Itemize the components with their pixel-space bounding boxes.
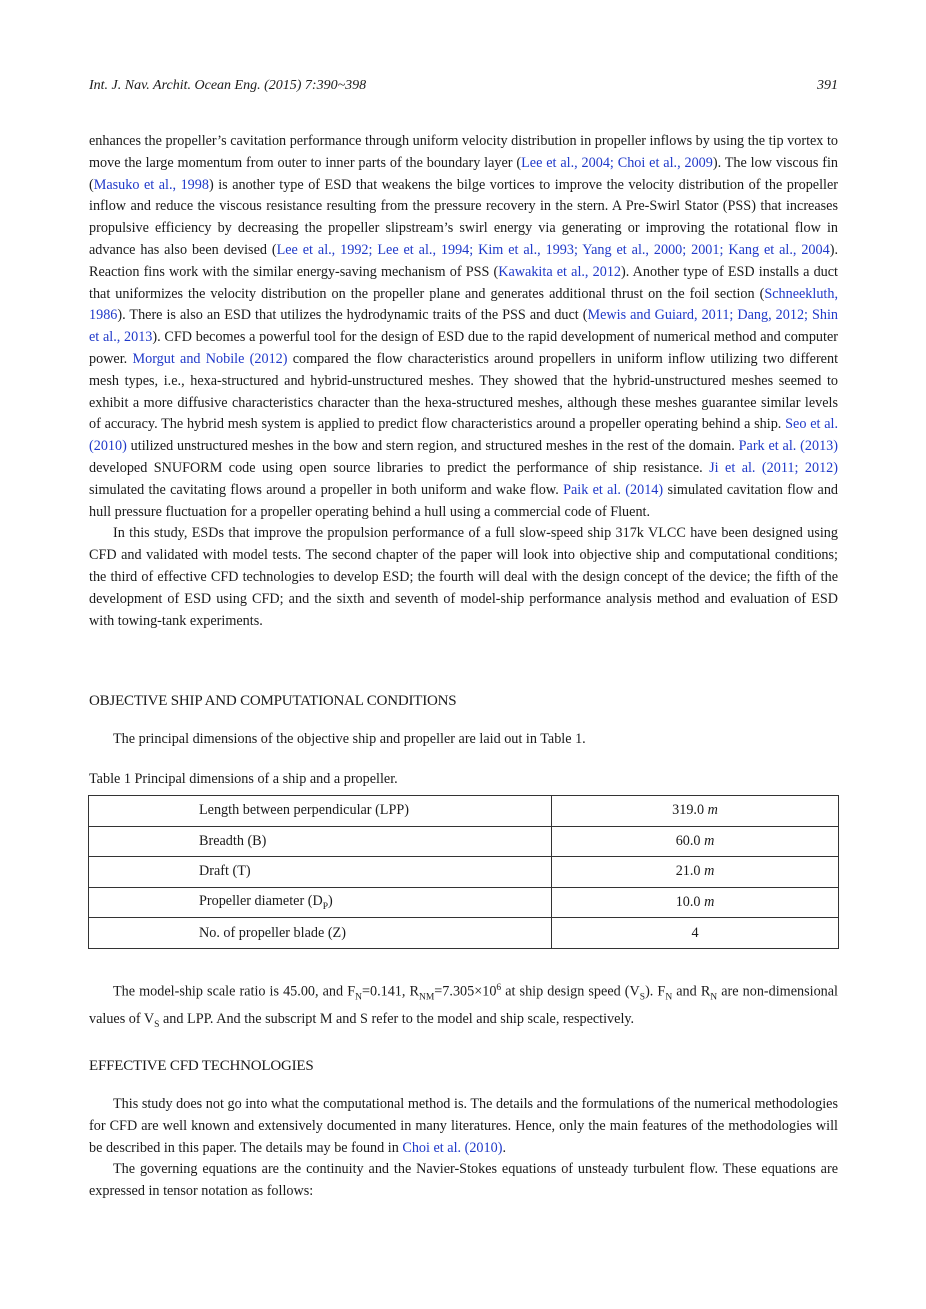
text-run: This study does not go into what the computational method is. The details and the formulations of the numerical methodologies for CFD are well known and extensively documented in many literatures. Hence, only the main features of the methodologies will be described in this paper. The details may be found in (89, 1096, 838, 1156)
value-unit: m (707, 802, 718, 819)
value-unit: m (704, 832, 715, 849)
journal-citation: Int. J. Nav. Archit. Ocean Eng. (2015) 7:390~398 (89, 78, 367, 93)
text-run: utilized unstructured meshes in the bow and stern region, and structured meshes in the rest of the domain. (126, 438, 739, 455)
table-row (89, 887, 839, 918)
value-cell (552, 918, 839, 949)
text-run: enhances the propeller’s cavitation performance through uniform velocity distribution in propeller inflows by using the tip vortex to move the large momentum from outer to inner parts of the boundary layer ( (89, 133, 838, 171)
text-run: ). Reaction fins work with the similar energy-saving mechanism of PSS ( (89, 241, 838, 280)
text-run: ). CFD becomes a powerful tool for the design of ESD due to the rapid development of numerical method and computer power. (89, 329, 838, 367)
subscript: N (710, 992, 718, 1003)
text-run: simulated cavitation flow and hull pressure fluctuation for a propeller operating behind a hull using a commercial code of Fluent. (89, 481, 839, 520)
citation-link[interactable]: Schneekluth, 1986 (89, 285, 838, 324)
table-row (89, 918, 839, 949)
subscript: S (154, 1020, 160, 1031)
value-number: 60.0 (675, 832, 701, 849)
value-number: 21.0 (675, 863, 701, 880)
table-caption: Table 1 Principal dimensions of a ship and a propeller. (89, 771, 398, 787)
cfd-paragraph-1 (89, 1094, 838, 1159)
section2-intro (89, 729, 838, 751)
value-unit: m (704, 894, 715, 911)
subscript: N (355, 992, 362, 1003)
text-run: ). F (645, 983, 666, 1000)
intro-paragraph-2: In this study, ESDs that improve the propulsion performance of a full slow-speed ship 317k VLCC have been designed using CFD and validated with model tests. The second chapter of the paper will look into objective ship and computational conditions; the third of effective CFD technologies to develop ESD; the fourth will deal with the design concept of the device; the fifth of the development of ESD using CFD; and the sixth and seventh of model-ship performance analysis method and evaluation of ESD with towing-tank experiments. (89, 525, 838, 629)
subscript: N (665, 992, 673, 1003)
section2-after-table (89, 978, 838, 1037)
text-run: =0.141, R (361, 983, 419, 1000)
table-row (89, 826, 839, 857)
parameter-cell (89, 796, 552, 827)
value-number: 4 (691, 924, 699, 941)
intro-paragraph-1 (89, 131, 838, 523)
section3-text (89, 1094, 838, 1203)
text-run: ). There is also an ESD that utilizes the hydrodynamic traits of the PSS and duct ( (117, 307, 588, 324)
subscript: NM (418, 992, 435, 1003)
subscript: S (639, 992, 646, 1003)
table-row (89, 796, 839, 827)
running-header (89, 78, 838, 94)
section-heading-cfd: EFFECTIVE CFD TECHNOLOGIES (89, 1058, 314, 1074)
citation-link[interactable]: Masuko et al., 1998 (93, 176, 209, 193)
value-cell (552, 796, 839, 827)
parameter-label: Draft (T) (199, 863, 251, 880)
value-cell (552, 887, 839, 918)
principal-dimensions-table (88, 795, 839, 949)
text-run: ). The low viscous fin ( (89, 154, 839, 193)
table-row (89, 857, 839, 888)
intro-section (89, 131, 838, 632)
parameter-cell (89, 887, 552, 918)
value-number: 319.0 (672, 802, 705, 819)
parameter-label: Breadth (B) (199, 832, 267, 849)
parameter-cell (89, 826, 552, 857)
text-run: simulated the cavitating flows around a propeller in both uniform and wake flow. (89, 481, 564, 498)
text-run: are non-dimensional values of V (89, 983, 838, 1028)
parameter-subscript: P (322, 901, 328, 912)
table-body (89, 796, 839, 949)
citation-link[interactable]: Park et al. (2013) (738, 438, 838, 455)
text-run: developed SNUFORM code using open source libraries to predict the performance of ship resistance. (89, 459, 710, 476)
text-run: compared the flow characteristics around propellers in uniform inflow utilizing two different mesh types, i.e., hexa-structured and hybrid-unstructured meshes. They showed that the hybrid-unstructured meshes seemed to exhibit a more diffusive characteristics character than the hexa-structured meshes, although these meshes guarantee similar levels of accuracy. The hybrid mesh system is applied to predict flow characteristics around a propeller operating behind a ship. (89, 350, 839, 433)
page-number: 391 (817, 78, 838, 93)
parameter-label: No. of propeller blade (Z) (199, 924, 346, 941)
section-heading-objective-ship: OBJECTIVE SHIP AND COMPUTATIONAL CONDITIONS (89, 693, 457, 709)
citation-link[interactable]: Seo et al. (2010) (89, 416, 838, 455)
cfd-paragraph-2: The governing equations are the continuity and the Navier-Stokes equations of unsteady turbulent flow. These equations are expressed in tensor notation as follows: (89, 1161, 838, 1200)
text-run: The model-ship scale ratio is 45.00, and F (113, 983, 356, 1000)
value-cell (552, 857, 839, 888)
value-unit: m (704, 863, 715, 880)
text-run: . (502, 1139, 506, 1156)
parameter-cell (89, 918, 552, 949)
citation-link[interactable]: Lee et al., 1992; Lee et al., 1994; Kim et al., 1993; Yang et al., 2000; 2001; Kang et al., 2004 (276, 241, 830, 258)
citation-link[interactable]: Paik et al. (2014) (563, 481, 664, 498)
citation-link[interactable]: Kawakita et al., 2012 (498, 263, 622, 280)
text-run: and R (672, 983, 711, 1000)
scale-ratio-paragraph (89, 978, 838, 1037)
text-run: ) is another type of ESD that weakens the bilge vortices to improve the velocity distribution of the propeller inflow and reduce the viscous resistance resulting from the pressure recovery in the stern. A Pre-Swirl Stator (PSS) that increases propulsive efficiency by decreasing the propeller slipstream’s swirl energy via generating or improving the rotational flow in advance has also been devised ( (89, 176, 838, 258)
text-run: ). Another type of ESD installs a duct that uniformizes the velocity distribution on the propeller plane and generates additional thrust on the foil section ( (89, 263, 839, 302)
citation-link[interactable]: Mewis and Guiard, 2011; Dang, 2012; Shin et al., 2013 (89, 307, 839, 346)
section2-intro-text: The principal dimensions of the objective ship and propeller are laid out in Table 1. (113, 731, 586, 747)
citation-link[interactable]: Ji et al. (2011; 2012) (709, 459, 838, 476)
text-run: and LPP. And the subscript M and S refer to the model and ship scale, respectively. (159, 1011, 635, 1028)
parameter-label: Length between perpendicular (LPP) (199, 802, 409, 819)
citation-link[interactable]: Choi et al. (2010) (402, 1139, 503, 1156)
parameter-label: Propeller diameter (D (199, 893, 323, 910)
text-run: =7.305×10 (434, 983, 497, 1000)
parameter-cell (89, 857, 552, 888)
parameter-label-end: ) (328, 893, 333, 910)
superscript: 6 (496, 983, 502, 993)
text-run: at ship design speed (V (501, 983, 640, 1000)
value-number: 10.0 (675, 894, 701, 911)
value-cell (552, 826, 839, 857)
citation-link[interactable]: Morgut and Nobile (2012) (132, 350, 288, 367)
citation-link[interactable]: Lee et al., 2004; Choi et al., 2009 (521, 154, 713, 171)
